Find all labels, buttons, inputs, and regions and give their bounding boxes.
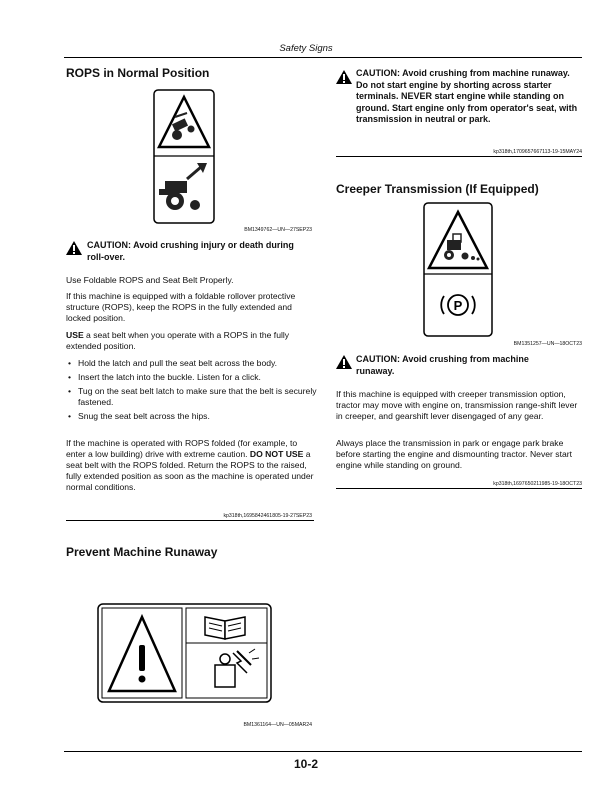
runaway-section-rule [336, 156, 582, 157]
runaway-image-code: BM1361164—UN—05MAR24 [243, 722, 312, 728]
creeper-para-2: Always place the transmission in park or engage park brake before starting the engine and dismounting tractor. Never start engine while standing on ground. [336, 438, 572, 470]
warning-triangle-icon [336, 70, 352, 84]
rops-caution: CAUTION: Avoid crushing injury or death during roll-over. [87, 240, 294, 262]
creeper-safety-sign [423, 202, 493, 337]
creeper-reference: kp318th,1697650211985-19-18OCT23 [493, 481, 582, 487]
creeper-para-1: If this machine is equipped with creeper transmission option, tractor may move with engine on, transmission range-shift lever in creeper, and gearshift lever disengaged of any gear. [336, 389, 578, 421]
list-item: • Hold the latch and pull the seat belt across the body. [66, 358, 318, 369]
runaway-safety-sign [97, 603, 272, 703]
rops-safety-sign [153, 89, 215, 224]
creeper-image-code: BM1351257—UN—18OCT23 [513, 341, 582, 347]
rops-heading: ROPS in Normal Position [66, 66, 210, 80]
rops-image-code: BM1349762—UN—27SEP23 [244, 227, 312, 233]
manual-book-icon [205, 617, 245, 639]
runaway-reference: kp318th,1709657667113-19-15MAY24 [493, 149, 582, 155]
creeper-section-rule [336, 488, 582, 489]
warning-triangle-icon [336, 355, 352, 369]
svg-text:P: P [453, 298, 463, 313]
list-item: • Snug the seat belt across the hips. [66, 411, 318, 422]
runaway-heading: Prevent Machine Runaway [66, 545, 218, 559]
rops-reference: kp318th,1695842461805-19-27SEP23 [223, 513, 312, 519]
rops-para-3: USE a seat belt when you operate with a ROPS in the fully extended position. [66, 330, 290, 351]
rops-para-1: Use Foldable ROPS and Seat Belt Properly. [66, 275, 234, 285]
creeper-heading: Creeper Transmission (If Equipped) [336, 182, 539, 196]
list-item: • Tug on the seat belt latch to make sure that the belt is securely fastened. [66, 386, 318, 408]
rops-para-2: If this machine is equipped with a foldable rollover protective structure (ROPS), keep the ROPS in the fully extended and locked position. [66, 291, 296, 323]
page-number: 10-2 [293, 757, 319, 771]
rops-section-rule [66, 520, 314, 521]
running-header: Safety Signs [279, 43, 333, 54]
seat-belt-steps [66, 358, 318, 425]
list-item: • Insert the latch into the buckle. Listen for a click. [66, 372, 318, 383]
warning-triangle-icon [66, 241, 82, 255]
creeper-caution: CAUTION: Avoid crushing from machine runaway. [356, 354, 529, 376]
exclamation-icon [139, 645, 145, 671]
runaway-caution: CAUTION: Avoid crushing from machine runaway. Do not start engine by shorting across starter terminals. NEVER start engine while standing on ground. Start engine only from operator's seat, with transmission in neutral or park. [356, 68, 578, 124]
header-rule [64, 57, 582, 58]
rops-para-4: If the machine is operated with ROPS folded (for example, to enter a low building) drive with extreme caution. DO NOT USE a seat belt with the ROPS folded. Return the ROPS to the raised, fully extended position as soon as the machine is operated under normal conditions. [66, 438, 314, 492]
footer-rule [64, 751, 582, 752]
